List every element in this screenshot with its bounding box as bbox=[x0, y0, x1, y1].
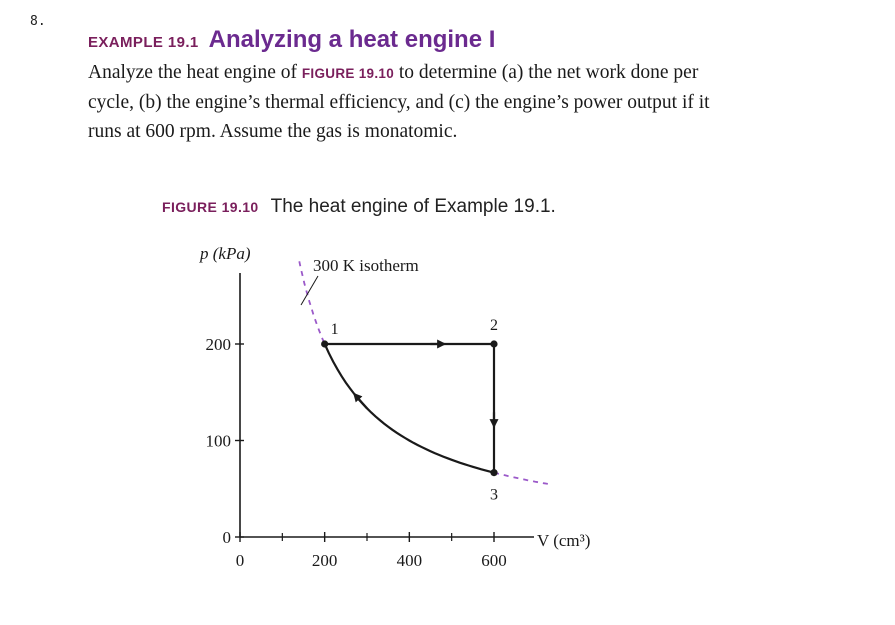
state-label-2: 2 bbox=[490, 317, 498, 334]
example-title: Analyzing a heat engine I bbox=[208, 26, 496, 53]
problem-text-end: to determine (a) the net work done per cycle, (b) the engine’s thermal efficiency, and (c) the engine’s power output if it runs at 600 rpm. Assume the gas is monatomic. bbox=[88, 62, 710, 142]
problem-text-start: Analyze the heat engine of bbox=[88, 62, 302, 83]
example-label: EXAMPLE 19.1 bbox=[88, 34, 199, 51]
figure-caption-text: The heat engine of Example 19.1. bbox=[270, 196, 556, 217]
state-point-2 bbox=[490, 340, 497, 347]
state-label-3: 3 bbox=[490, 486, 498, 504]
y-tick-label: 0 bbox=[222, 528, 231, 547]
y-tick-label: 200 bbox=[205, 335, 231, 354]
state-point-3 bbox=[490, 469, 497, 476]
isotherm-label: 300 K isotherm bbox=[313, 256, 419, 275]
x-tick-label: 600 bbox=[481, 551, 507, 570]
x-tick-label: 0 bbox=[235, 551, 245, 570]
figure-label: FIGURE 19.10 bbox=[162, 199, 259, 215]
process-3-1-arrow bbox=[354, 394, 367, 408]
isotherm-extension-lower bbox=[494, 473, 549, 484]
x-tick-label: 400 bbox=[396, 551, 423, 570]
y-tick-label: 100 bbox=[205, 431, 231, 451]
state-point-1 bbox=[321, 340, 328, 347]
x-tick-label: 200 bbox=[311, 551, 338, 570]
y-axis-label: p (kPa) bbox=[200, 244, 251, 263]
figure-reference: FIGURE 19.10 bbox=[301, 66, 395, 81]
question-number: 8. bbox=[30, 14, 46, 29]
process-3-1-curve bbox=[325, 344, 494, 473]
x-axis-label: V (cm³) bbox=[537, 531, 591, 550]
state-label-1: 1 bbox=[330, 321, 339, 338]
